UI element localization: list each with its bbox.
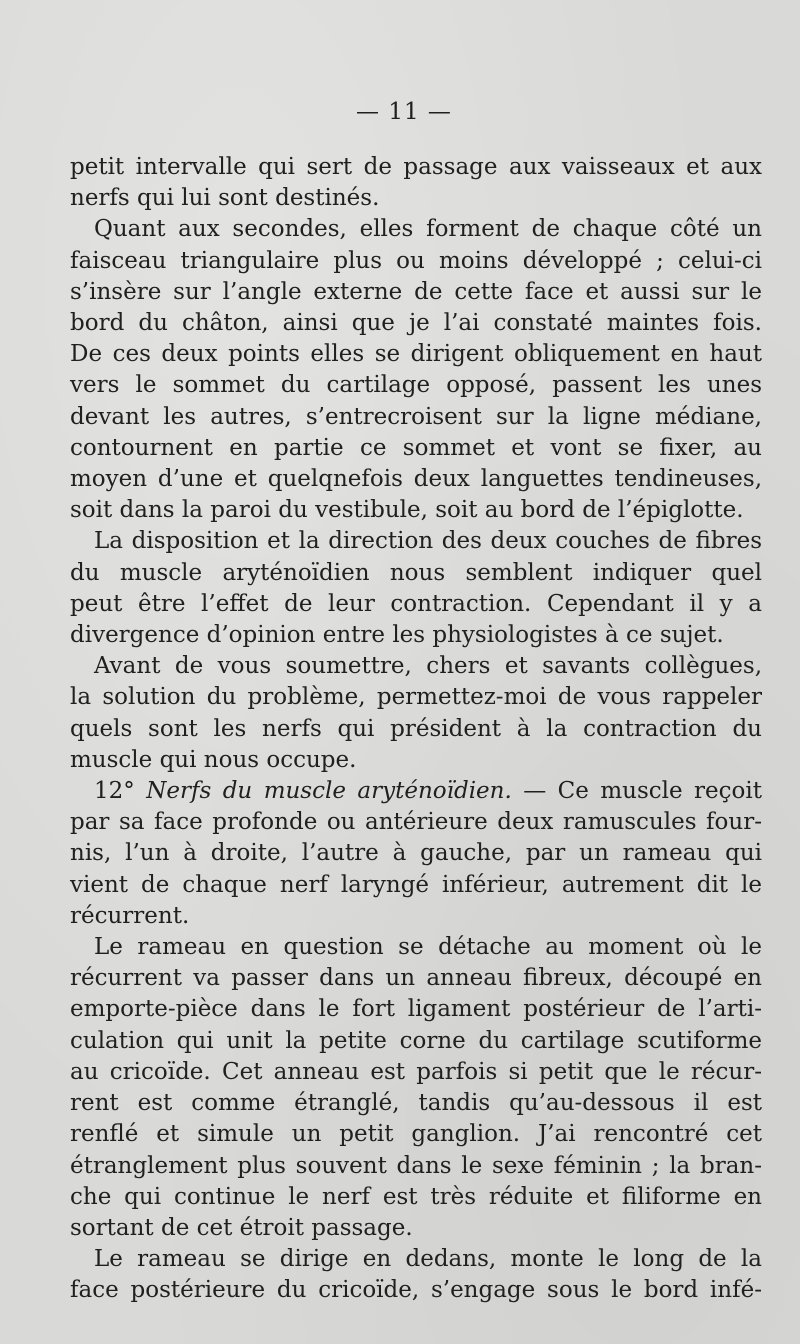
text-line: Le rameau en question se détache au moment où le (94, 934, 762, 961)
text-line: soit dans la paroi du vestibule, soit au bord de l’épiglotte. (70, 497, 744, 524)
text-line: par sa face profonde ou antérieure deux ramuscules four- (70, 809, 762, 836)
section-title: Nerfs du muscle aryténoïdien. (146, 778, 512, 805)
text-line: petit intervalle qui sert de passage aux vaisseaux et aux (70, 154, 762, 180)
text-line: face postérieure du cricoïde, s’engage sous le bord infé- (70, 1277, 762, 1304)
text-line: du muscle aryténoïdien nous semblent indiquer quel (70, 559, 762, 586)
page-number: — 11 — (356, 99, 452, 125)
text-line: devant les autres, s’entrecroisent sur la ligne médiane, (70, 403, 762, 430)
text-line: nis, l’un à droite, l’autre à gauche, par un rameau qui (70, 840, 762, 867)
text-line: vers le sommet du cartilage opposé, passent les unes (70, 372, 762, 399)
text-line: divergence d’opinion entre les physiologistes à ce sujet. (70, 622, 724, 649)
paragraph (46, 651, 762, 776)
text-line: nerfs qui lui sont destinés. (70, 185, 380, 212)
paragraph (46, 214, 762, 526)
text-line: récurrent. (70, 902, 190, 929)
text-line: bord du châton, ainsi que je l’ai constaté maintes fois. (70, 310, 762, 337)
text-line: quels sont les nerfs qui président à la contraction du (70, 715, 762, 742)
paragraph (46, 1244, 762, 1306)
paragraph (46, 152, 762, 214)
text-line: au cricoïde. Cet anneau est parfois si petit que le récur- (70, 1058, 762, 1085)
text-line: muscle qui nous occupe. (70, 746, 357, 773)
section-heading-line (46, 776, 762, 807)
paragraph (46, 776, 762, 932)
text-line: De ces deux points elles se dirigent obliquement en haut (70, 341, 762, 368)
text-line: renflé et simule un petit ganglion. J’ai rencontré cet (70, 1121, 762, 1148)
text-line: s’insère sur l’angle externe de cette face et aussi sur le (70, 278, 762, 305)
paragraph (46, 932, 762, 1244)
text-line: contournent en partie ce sommet et vont se fixer, au (70, 434, 762, 461)
paragraph (46, 526, 762, 651)
text-line: peut être l’effet de leur contraction. Cependant il y a (70, 590, 762, 617)
text-line: rent est comme étranglé, tandis qu’au-dessous il est (70, 1090, 762, 1117)
text-line: faisceau triangulaire plus ou moins développé ; celui-ci (70, 247, 762, 274)
text-line: étranglement plus souvent dans le sexe féminin ; la bran- (70, 1152, 762, 1179)
text-line: récurrent va passer dans un anneau fibreux, découpé en (70, 965, 762, 992)
text-line: emporte-pièce dans le fort ligament postérieur de l’arti- (70, 996, 762, 1023)
text-line: Quant aux secondes, elles forment de chaque côté un (94, 216, 762, 243)
text-line: moyen d’une et quelqnefois deux languettes tendineuses, (70, 466, 762, 493)
text-line: Avant de vous soumettre, chers et savants collègues, (94, 653, 762, 680)
body-text (46, 152, 762, 1307)
text-line: sortant de cet étroit passage. (70, 1214, 413, 1241)
section-heading-rest: — Ce muscle reçoit (511, 778, 762, 805)
text-line: che qui continue le nerf est très réduite et filiforme en (70, 1183, 762, 1210)
text-line: culation qui unit la petite corne du cartilage scutiforme (70, 1027, 762, 1054)
text-line: vient de chaque nerf laryngé inférieur, autrement dit le (70, 871, 762, 898)
section-number: 12° (94, 778, 147, 805)
text-line: la solution du problème, permettez-moi de vous rappeler (70, 684, 762, 711)
text-line: Le rameau se dirige en dedans, monte le long de la (94, 1246, 762, 1273)
text-line: La disposition et la direction des deux couches de fibres (94, 528, 762, 555)
